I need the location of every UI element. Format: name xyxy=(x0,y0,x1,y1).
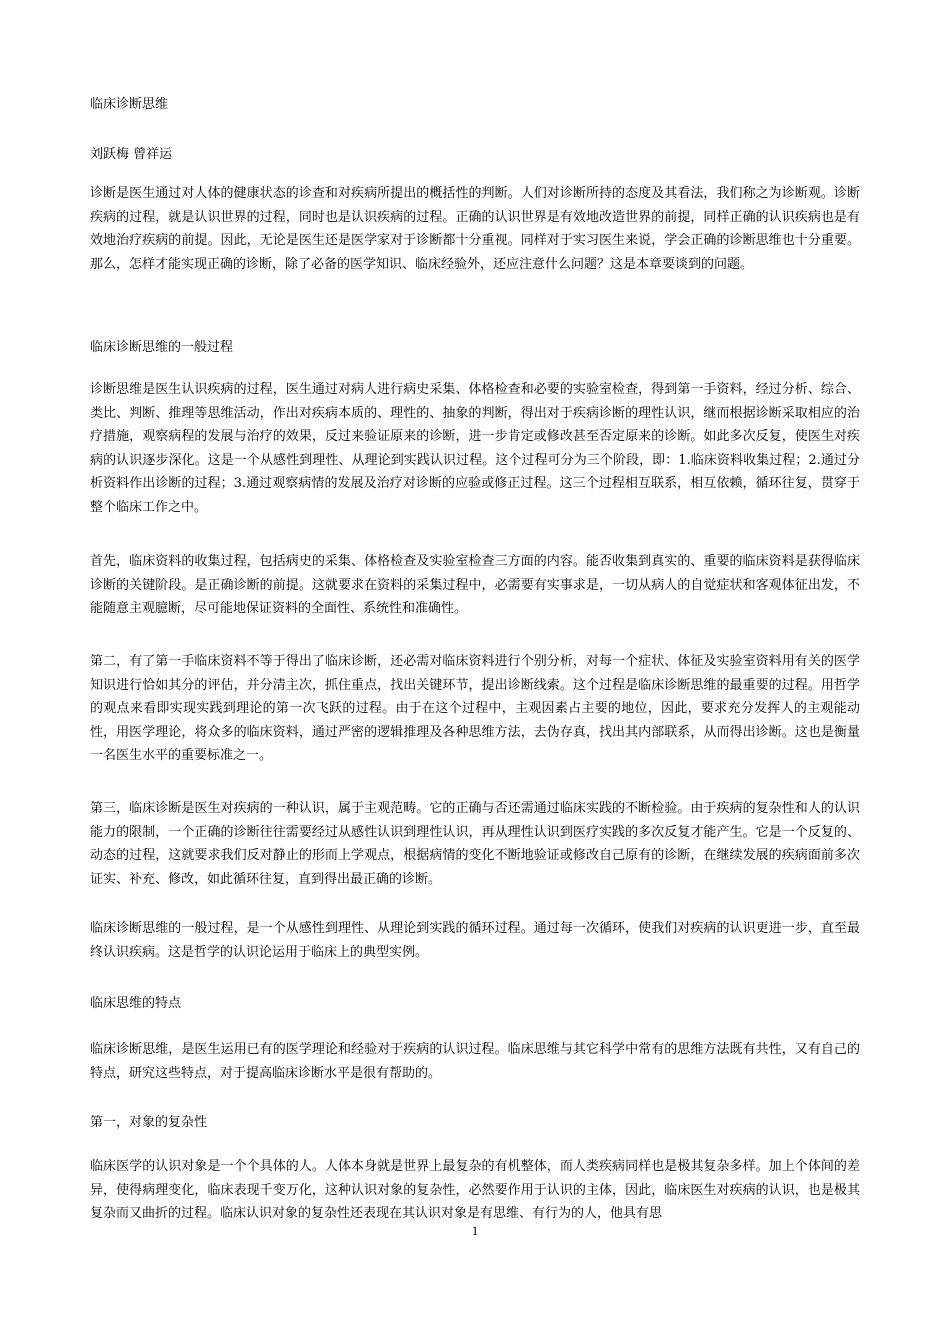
document-page xyxy=(90,0,860,1344)
section-heading: 临床诊断思维的一般过程 xyxy=(90,340,234,355)
body-paragraph: 临床诊断思维，是医生运用已有的医学理论和经验对于疾病的认识过程。临床思维与其它科学中常有的思维方法既有共性，又有自己的特点，研究这些特点，对于提高临床诊断水平是很有帮助的。 xyxy=(90,1042,860,1081)
body-paragraph: 临床医学的认识对象是一个个具体的人。人体本身就是世界上最复杂的有机整体，而人类疾病同样也是极其复杂多样。加上个体间的差异，使得病理变化，临床表现千变万化，这种认识对象的复杂性，必然要作用于认识的主体，因此，临床医生对疾病的认识，也是极其复杂而又曲折的过程。临床认识对象的复杂性还表现在其认识对象是有思维、有行为的人，他具有思 xyxy=(90,1159,860,1221)
document-authors: 刘跃梅 曾祥运 xyxy=(90,147,173,162)
body-paragraph: 首先，临床资料的收集过程，包括病史的采集、体格检查及实验室检查三方面的内容。能否收集到真实的、重要的临床资料是获得临床诊断的关键阶段。是正确诊断的前提。这就要求在资料的采集过程中，必需要有实事求是，一切从病人的自觉症状和客观体征出发，不能随意主观臆断，尽可能地保证资料的全面性、系统性和准确性。 xyxy=(90,554,860,616)
section-heading: 临床思维的特点 xyxy=(90,996,182,1011)
body-paragraph: 第三，临床诊断是医生对疾病的一种认识，属于主观范畴。它的正确与否还需通过临床实践的不断检验。由于疾病的复杂性和人的认识能力的限制，一个正确的诊断往往需要经过从感性认识到理性认识，再从理性认识到医疗实践的多次反复才能产生。它是一个反复的、动态的过程，这就要求我们反对静止的形而上学观点，根据病情的变化不断地验证或修改自己原有的诊断，在继续发展的疾病面前多次证实、补充、修改，如此循环往复，直到得出最正确的诊断。 xyxy=(90,801,860,887)
body-paragraph: 临床诊断思维的一般过程，是一个从感性到理性、从理论到实践的循环过程。通过每一次循环，使我们对疾病的认识更进一步，直至最终认识疾病。这是哲学的认识论运用于临床上的典型实例。 xyxy=(90,921,860,960)
subsection-heading: 第一，对象的复杂性 xyxy=(90,1115,208,1130)
intro-paragraph: 诊断是医生通过对人体的健康状态的诊查和对疾病所提出的概括性的判断。人们对诊断所持的态度及其看法，我们称之为诊断观。诊断疾病的过程，就是认识世界的过程，同时也是认识疾病的过程。正确的认识世界是有效地改造世界的前提，同样正确的认识疾病也是有效地治疗疾病的前提。因此，无论是医生还是医学家对于诊断都十分重视。同样对于实习医生来说，学会正确的诊断思维也十分重要。那么，怎样才能实现正确的诊断，除了必备的医学知识、临床经验外，还应注意什么问题？这是本章要谈到的问题。 xyxy=(90,186,860,272)
body-paragraph: 诊断思维是医生认识疾病的过程，医生通过对病人进行病史采集、体格检查和必要的实验室检查，得到第一手资料，经过分析、综合、类比、判断、推理等思维活动，作出对疾病本质的、理性的、抽象的判断，得出对于疾病诊断的理性认识，继而根据诊断采取相应的治疗措施，观察病程的发展与治疗的效果，反过来验证原来的诊断，进一步肯定或修改甚至否定原来的诊断。如此多次反复，使医生对疾病的认识逐步深化。这是一个从感性到理性、从理论到实践认识过程。这个过程可分为三个阶段，即：1.临床资料收集过程；2.通过分析资料作出诊断的过程；3.通过观察病情的发展及治疗对诊断的应验或修正过程。这三个过程相互联系，相互依赖，循环往复，贯穿于整个临床工作之中。 xyxy=(90,382,860,515)
document-title: 临床诊断思维 xyxy=(90,97,169,112)
page-number: 1 xyxy=(471,1223,479,1238)
body-paragraph: 第二，有了第一手临床资料不等于得出了临床诊断，还必需对临床资料进行个别分析，对每一个症状、体征及实验室资料用有关的医学知识进行恰如其分的评估，并分清主次，抓住重点，找出关键环节，提出诊断线索。这个过程是临床诊断思维的最重要的过程。用哲学的观点来看即实现实践到理论的第一次飞跃的过程。由于在这个过程中，主观因素占主要的地位，因此，要求充分发挥人的主观能动性，用医学理论，将众多的临床资料，通过严密的逻辑推理及各种思维方法，去伪存真，找出其内部联系，从而得出诊断。这也是衡量一名医生水平的重要标准之一。 xyxy=(90,654,860,763)
